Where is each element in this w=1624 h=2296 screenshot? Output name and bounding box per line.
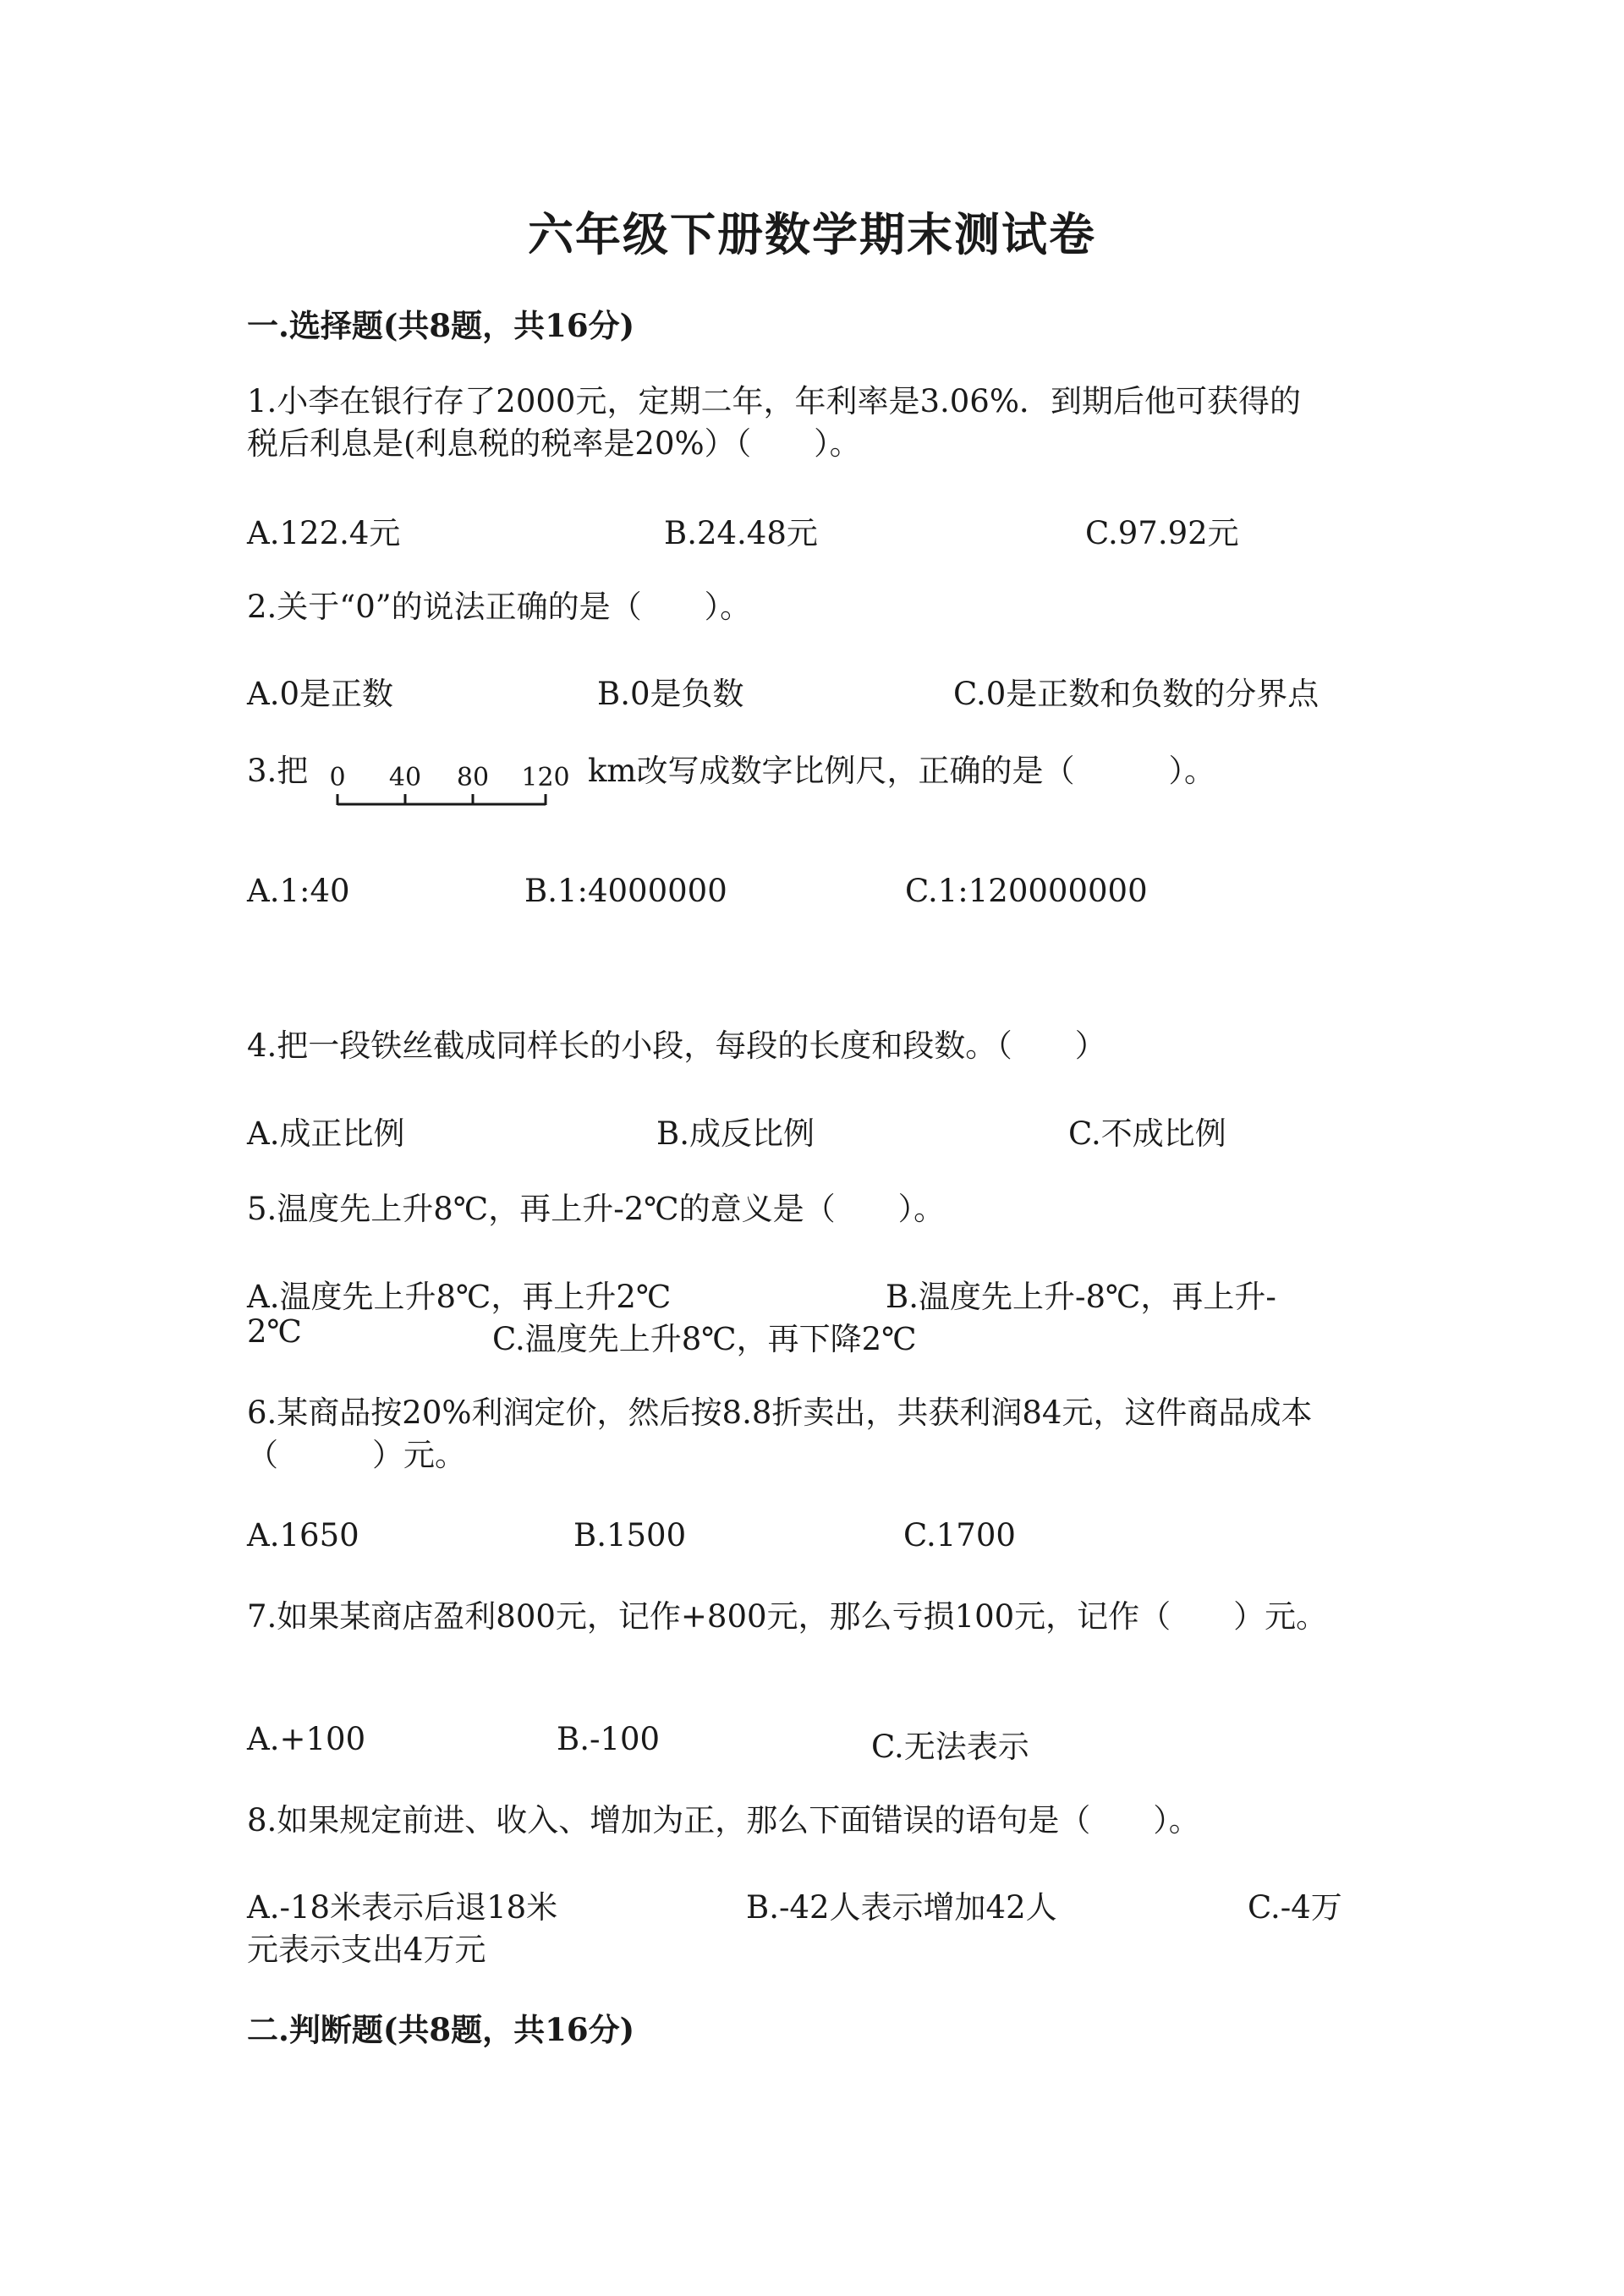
question-6-option-c[interactable]: C.1700 (903, 1517, 1016, 1553)
question-5-option-c[interactable]: C.温度先上升8℃，再下降2℃ (492, 1321, 917, 1357)
question-2-text: 2.关于“0”的说法正确的是（ ）。 (247, 589, 752, 625)
question-1-option-b[interactable]: B.24.48元 (664, 515, 818, 551)
question-6-option-b[interactable]: B.1500 (573, 1517, 687, 1553)
question-2-option-a[interactable]: A.0是正数 (247, 676, 394, 712)
question-4-option-b[interactable]: B.成反比例 (656, 1115, 815, 1152)
question-7-option-b[interactable]: B.-100 (557, 1721, 661, 1757)
question-5-option-a[interactable]: A.温度先上升8℃，再上升2℃ (247, 1279, 672, 1315)
question-1-line-1: 1.小李在银行存了2000元，定期二年，年利率是3.06%．到期后他可获得的 (247, 383, 1302, 419)
page-title: 六年级下册数学期末测试卷 (528, 207, 1096, 261)
question-5-option-b-continued[interactable]: 2℃ (247, 1313, 302, 1350)
question-2-option-c[interactable]: C.0是正数和负数的分界点 (953, 676, 1320, 712)
scale-label-120: 120 (521, 763, 570, 792)
scale-label-40: 40 (388, 763, 422, 792)
question-6-line-2: （ ）元。 (247, 1437, 466, 1473)
question-4-option-a[interactable]: A.成正比例 (247, 1115, 405, 1152)
question-7-text: 7.如果某商店盈利800元，记作+800元，那么亏损100元，记作（ ）元。 (247, 1598, 1328, 1635)
question-3-option-c[interactable]: C.1:120000000 (905, 873, 1148, 909)
section-heading-choice: 一.选择题(共8题，共16分) (247, 307, 635, 344)
question-5-option-b[interactable]: B.温度先上升-8℃，再上升- (886, 1279, 1276, 1315)
question-8-option-c-continued[interactable]: 元表示支出4万元 (247, 1932, 486, 1968)
question-6-option-a[interactable]: A.1650 (247, 1517, 359, 1553)
question-3-prefix: 3.把 (247, 753, 309, 789)
question-5-text: 5.温度先上升8℃，再上升-2℃的意义是（ ）。 (247, 1191, 946, 1227)
question-1-option-a[interactable]: A.122.4元 (247, 515, 401, 551)
scale-label-0: 0 (329, 763, 346, 792)
question-4-option-c[interactable]: C.不成比例 (1068, 1115, 1226, 1152)
section-heading-judgement: 二.判断题(共8题，共16分) (247, 2011, 635, 2048)
question-1-option-c[interactable]: C.97.92元 (1085, 515, 1239, 551)
question-3-option-b[interactable]: B.1:4000000 (524, 873, 727, 909)
question-4-text: 4.把一段铁丝截成同样长的小段，每段的长度和段数。（ ） (247, 1027, 1106, 1064)
question-8-option-a[interactable]: A.-18米表示后退18米 (247, 1889, 558, 1926)
question-8-option-c[interactable]: C.-4万 (1248, 1889, 1342, 1926)
scale-label-80: 80 (456, 763, 490, 792)
question-8-option-b[interactable]: B.-42人表示增加42人 (746, 1889, 1057, 1926)
question-3-option-a[interactable]: A.1:40 (247, 873, 350, 909)
question-7-option-a[interactable]: A.+100 (247, 1721, 366, 1757)
question-2-option-b[interactable]: B.0是负数 (597, 676, 744, 712)
scale-bar-figure (317, 757, 584, 816)
question-1-line-2: 税后利息是(利息税的税率是20%）（ ）。 (247, 425, 861, 462)
question-7-option-c[interactable]: C.无法表示 (871, 1729, 1029, 1765)
question-8-text: 8.如果规定前进、收入、增加为正，那么下面错误的语句是（ ）。 (247, 1802, 1200, 1838)
question-3-suffix: km改写成数字比例尺，正确的是（ ）。 (588, 753, 1216, 789)
question-6-line-1: 6.某商品按20%利润定价，然后按8.8折卖出，共获利润84元，这件商品成本 (247, 1395, 1313, 1431)
